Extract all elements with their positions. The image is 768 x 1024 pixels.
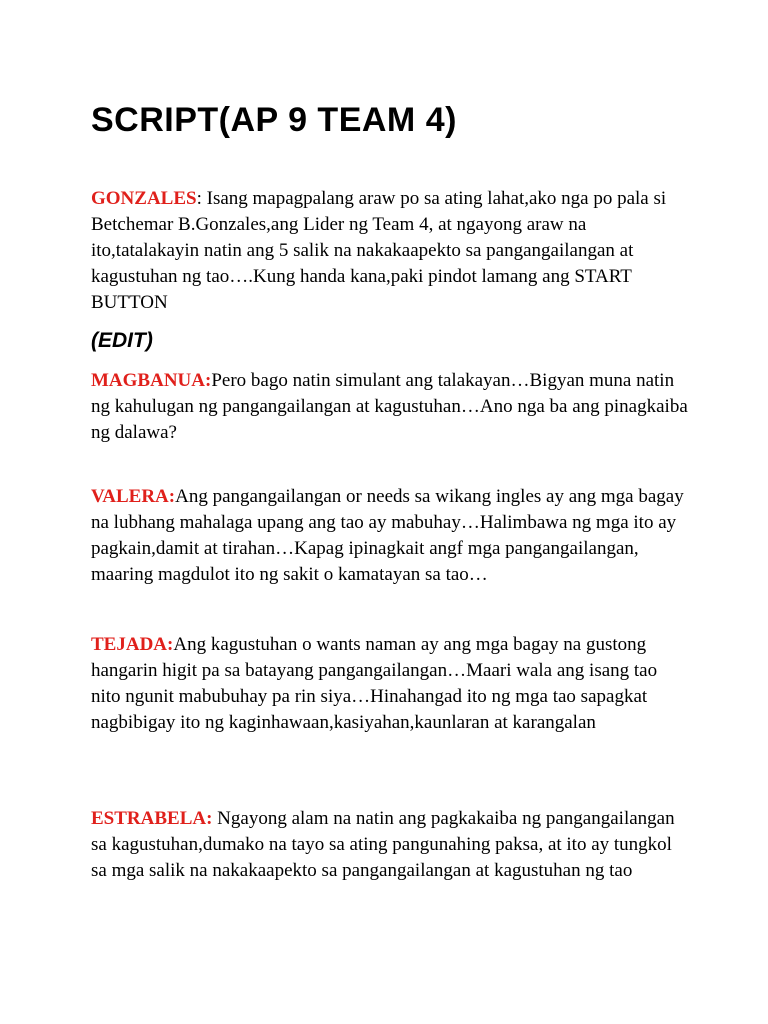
dialogue-text: : Isang mapagpalang araw po sa ating lahat,ako nga po pala si Betchemar B.Gonzales,ang Lider ng Team 4, at ngayong araw na ito,tatalakayin natin ang 5 salik na nakakaapekto sa pangangailangan at kagustuhan ng tao….Kung handa kana,paki pindot lamang ang START BUTTON: [91, 188, 667, 313]
dialogue-text: Pero bago natin simulant ang talakayan…Bigyan muna natin ng kahulugan ng pangangailangan at kagustuhan…Ano nga ba ang pinagkaiba ng dalawa?: [91, 370, 688, 443]
script-line-magbanua: [91, 368, 691, 446]
dialogue-text: Ngayong alam na natin ang pagkakaiba ng pangangailangan sa kagustuhan,dumako na tayo sa ating pangunahing paksa, at ito ay tungkol sa mga salik na nakakaapekto sa pangangailangan at kagustuhan ng tao: [91, 808, 675, 881]
edit-note: (EDIT): [91, 329, 153, 352]
dialogue-text: Ang pangangailangan or needs sa wikang ingles ay ang mga bagay na lubhang mahalaga upang ang tao ay mabuhay…Halimbawa ng mga ito ay pagkain,damit at tirahan…Kapag ipinagkait angf mga pangangailangan, maaring magdulot ito ng sakit o kamatayan sa tao…: [91, 486, 684, 585]
dialogue-text: Ang kagustuhan o wants naman ay ang mga bagay na gustong hangarin higit pa sa batayang pangangailangan…Maari wala ang isang tao nito ngunit mabubuhay pa rin siya…Hinahangad ito ng mga tao sapagkat nagbibigay ito ng kaginhawaan,kasiyahan,kaunlaran at karangalan: [91, 634, 658, 733]
speaker-name: VALERA:: [91, 486, 176, 507]
script-line-tejada: [91, 632, 691, 736]
document-title: SCRIPT(AP 9 TEAM 4): [91, 101, 457, 139]
speaker-name: ESTRABELA:: [91, 808, 213, 829]
script-line-valera: [91, 484, 691, 588]
speaker-name: TEJADA:: [91, 634, 174, 655]
script-line-gonzales: [91, 186, 691, 316]
speaker-name: GONZALES: [91, 188, 197, 209]
speaker-name: MAGBANUA:: [91, 370, 212, 391]
script-line-estrabela: [91, 806, 691, 884]
